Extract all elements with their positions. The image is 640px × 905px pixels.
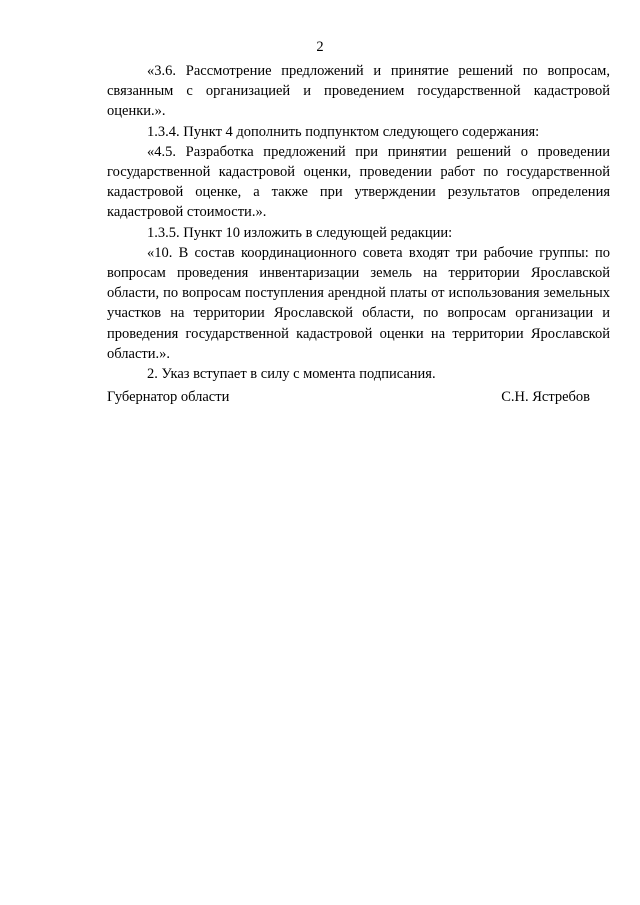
paragraph-10: «10. В состав координационного совета входят три рабочие группы: по вопросам проведения инвентаризации земель на территории Ярославской области, по вопросам поступления арендной платы от использования земельных участков на территории Ярославской области, по вопросам организации и проведения государственной кадастровой оценки на территории Ярославской области.». <box>107 244 610 362</box>
paragraph-effective-date: 2. Указ вступает в силу с момента подписания. <box>147 366 436 383</box>
paragraph-1-3-5: 1.3.5. Пункт 10 изложить в следующей редакции: <box>147 224 453 241</box>
signatory-name: С.Н. Ястребов <box>501 389 590 405</box>
paragraph-3-6: «3.6. Рассмотрение предложений и принятие решений по вопросам, связанным с организацией и проведением государственной кадастровой оценки.». <box>107 63 610 120</box>
page-number: 2 <box>316 39 324 55</box>
document-body <box>107 61 610 384</box>
paragraph-1-3-4: 1.3.4. Пункт 4 дополнить подпунктом следующего содержания: <box>147 123 540 140</box>
signature-block <box>107 387 590 407</box>
paragraph-4-5: «4.5. Разработка предложений при принятии решений о проведении государственной кадастровой оценки, проведении работ по государственной кадастровой оценке, а также при утверждении результатов определения кадастровой стоимости.». <box>107 143 610 221</box>
signatory-position: Губернатор области <box>107 389 230 405</box>
